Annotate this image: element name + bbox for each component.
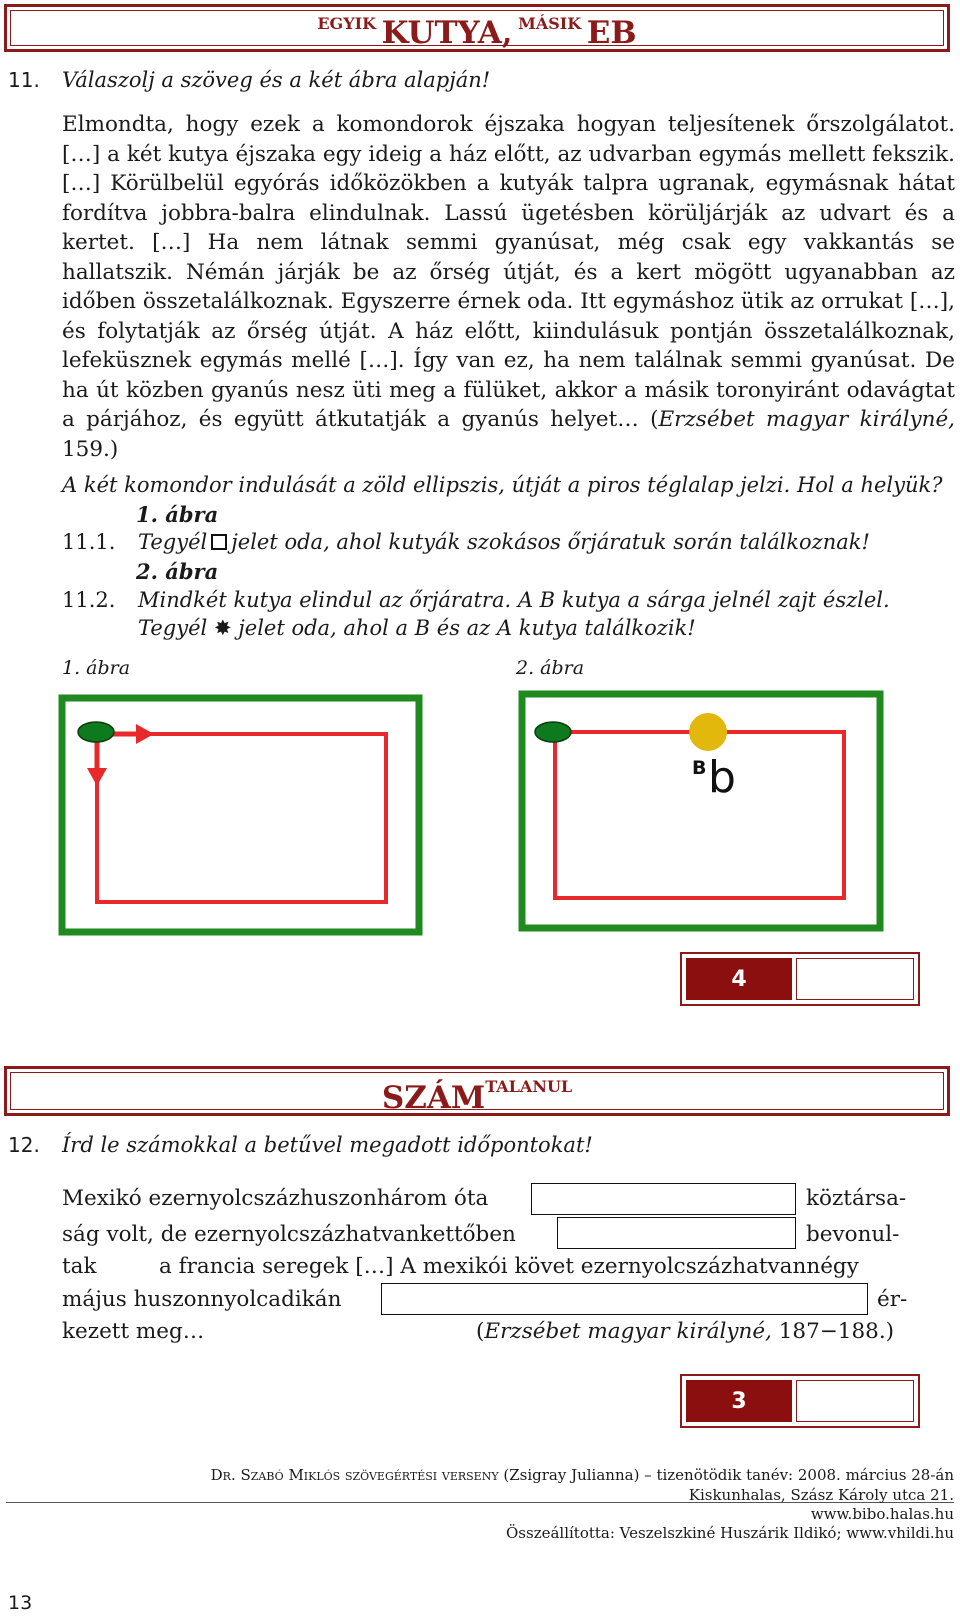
banner-title-main: SZÁM [381,1080,486,1116]
reading-passage: Elmondta, hogy ezek a komondorok éjszaka hogyan teljesítenek őrszolgálatot. […] a két kutya éjszaka egy ideig a ház előtt, az udvarban egymás mellett fekszik. […] Körülbelül egyórás időközökben a kutyák talpra ugranak, egymásnak hátat fordítva jobbra-balra elindulnak. Lassú ügetésben körüljárják az udvart és a kertet. […] Ha nem látnak semmi gyanúsat, még csak egy vakkantás se hallatszik. Némán járják be az őrség útját, és a kert mögött ugyanabban az időben összetalálkoznak. Egyszerre érnek oda. Itt egymáshoz ütik az orrukat […], és folytatják az őrség útját. A ház előtt, kiindulásuk pontján összetalálkoznak, lefeküsznek egymás mellé […]. Így van ez, ha nem találnak semmi gyanúsat. De ha út közben gyanús nesz üti meg a fülüket, akkor a másik toronyiránt odavágtat a párjához, és együtt átkutatják a gyanús helyet… (Erzsébet magyar királyné, 159.) [62,112,955,462]
answer-box-1[interactable] [531,1183,796,1215]
banner-title-main2: EB [586,15,637,51]
start-ellipse [535,722,571,742]
text-line-5a: kezett meg… [62,1319,205,1344]
question-number: 12. [8,1133,40,1157]
text-line-1b: köztársa- [806,1186,907,1211]
page-number: 13 [8,1592,33,1614]
square-symbol-icon [211,534,227,550]
points-earned-field[interactable] [796,958,914,1000]
banner-title-pre: EGYIK [317,14,377,33]
text-line-4a: május huszonnyolcadikán [62,1287,342,1312]
arrow-down-head [87,768,107,786]
max-points: 3 [686,1380,792,1422]
figure-1-diagram [58,694,424,938]
dog-b-large-label: b [708,752,736,803]
subtask-11-1: 11.1. Tegyél jelet oda, ahol kutyák szokásos őrjáratuk során találkoznak! [62,530,870,554]
star-symbol-icon: ✸ [213,616,232,640]
answer-box-2[interactable] [557,1217,796,1249]
patrol-route [97,734,386,902]
max-points: 4 [686,958,792,1000]
source-citation: (Erzsébet magyar királyné, 187−188.) [476,1319,895,1344]
footer-line-1: Dr. Szabó Miklós szövegértési verseny (Zsigray Julianna) – tizenötödik tanév: 2008. március 28-án [210,1466,954,1484]
figure-2-diagram [518,690,886,936]
passage-text: Elmondta, hogy ezek a komondorok éjszaka hogyan teljesítenek őrszolgálatot. […] a két kutya éjszaka egy ideig a ház előtt, az udvarban egymás mellett fekszik. […] Körülbelül egyórás időközökben a kutyák talpra ugranak, egymásnak hátat fordítva jobbra-balra elindulnak. Lassú ügetésben körüljárják az udvart és a kertet. […] Ha nem látnak semmi gyanúsat, még csak egy vakkantás se hallatszik. Némán járják be az őrség útját, és a kert mögött ugyanabban az időben összetalálkoznak. Egyszerre érnek oda. Itt egymáshoz ütik az orrukat […], és folytatják az őrség útját. A ház előtt, kiindulásuk pontján összetalálkoznak, lefeküsznek egymás mellé […]. Így van ez, ha nem találnak semmi gyanúsat. De ha út közben gyanús nesz üti meg a fülüket, akkor a másik toronyiránt odavágtat a párjához, és együtt átkutatják a gyanús helyet… [62,112,955,432]
section-banner-egyik-kutya [4,4,950,52]
footer-line-2: Kiskunhalas, Szász Károly utca 21. [688,1486,954,1504]
answer-box-3[interactable] [381,1283,868,1315]
noise-marker [689,713,727,751]
source-title: Erzsébet magyar királyné, [658,407,955,432]
subtask-11-2-line2: Tegyél ✸ jelet oda, ahol a B és az A kutya találkozik! [138,616,696,640]
figure-2-label: 2. ábra [516,657,585,679]
fig2-heading: 2. ábra [136,559,219,584]
text-line-2a: ság volt, de ezernyolcszázhatvankettőben [62,1222,516,1247]
score-box-q12 [680,1374,920,1428]
arrow-right-head [136,724,154,744]
points-earned-field[interactable] [796,1380,914,1422]
text-line-3a: tak [62,1254,97,1279]
banner-title-pre2: MÁSIK [518,14,582,33]
question-12-prompt: 12. Írd le számokkal a betűvel megadott időpontokat! [8,1133,593,1157]
figure-1-label: 1. ábra [62,657,131,679]
text-line-3b: a francia seregek […] A mexikói követ ezernyolcszázhatvannégy [159,1254,859,1279]
dog-b-small-label: B [692,757,707,779]
section-banner-szamtalanul [4,1066,950,1116]
banner-title-sup: TALANUL [485,1077,573,1096]
question-number: 11. [8,68,40,92]
task-instruction: A két komondor indulását a zöld ellipszis, útját a piros téglalap jelzi. Hol a helyük? [62,473,943,497]
score-box-q11 [680,952,920,1006]
text-line-4b: ér- [877,1287,908,1312]
question-11-prompt: 11. Válaszolj a szöveg és a két ábra alapján! [8,68,491,92]
text-line-2b: bevonul- [806,1222,900,1247]
footer-line-4: Összeállította: Veszelszkiné Huszárik Ildikó; www.vhildi.hu [506,1524,954,1542]
start-ellipse [78,722,114,742]
footer-line-3: www.bibo.halas.hu [810,1505,954,1523]
text-line-1a: Mexikó ezernyolcszázhuszonhárom óta [62,1186,489,1211]
fig1-heading: 1. ábra [136,502,219,527]
subtask-11-2: 11.2. Mindkét kutya elindul az őrjáratra. A B kutya a sárga jelnél zajt észlel. [62,588,890,612]
banner-title-main1: KUTYA, [381,15,513,51]
